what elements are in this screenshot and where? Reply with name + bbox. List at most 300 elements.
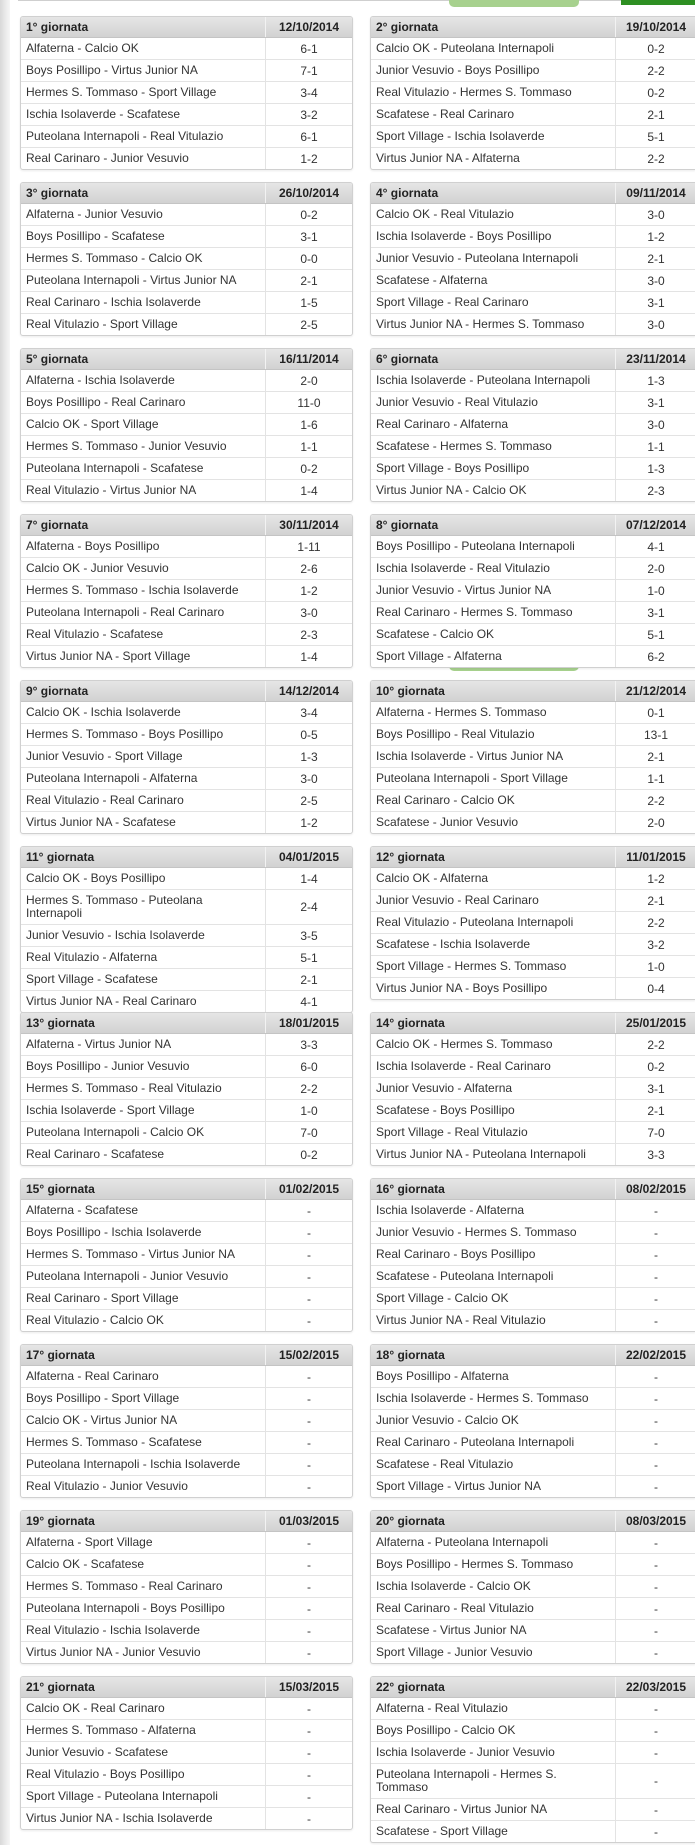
match-teams: Real Vitulazio - Boys Posillipo [26,1767,185,1781]
match-row [21,947,352,969]
match-result: - [615,1821,695,1842]
round-table [20,514,353,668]
match-teams: Junior Vesuvio - Puteolana Internapoli [376,251,579,265]
round-table [370,182,695,336]
match-result: 1-3 [265,746,352,767]
match-row [371,126,695,148]
match-result: 11-0 [265,392,352,413]
match-row [371,536,695,558]
match-result: 6-1 [265,38,352,59]
match-row [371,1078,695,1100]
match-result: - [265,1310,352,1331]
match-row [21,1642,352,1663]
match-result: 2-1 [615,1100,695,1121]
match-row [21,270,352,292]
match-row [371,1388,695,1410]
round-header [21,1511,352,1532]
match-row [21,1432,352,1454]
match-teams: Hermes S. Tommaso - Junior Vesuvio [26,439,227,453]
match-teams: Calcio OK - Hermes S. Tommaso [376,1037,553,1051]
round-header [21,183,352,204]
match-teams: Virtus Junior NA - Hermes S. Tommaso [376,317,585,331]
match-row [371,314,695,335]
match-teams: Puteolana Internapoli - Virtus Junior NA [26,273,237,287]
match-result: 0-1 [615,702,695,723]
match-row [21,104,352,126]
round-table [20,1344,353,1498]
match-teams: Junior Vesuvio - Scafatese [26,1745,169,1759]
match-result: - [265,1222,352,1243]
match-result: 1-4 [265,646,352,667]
match-row [371,912,695,934]
match-result: 3-1 [615,392,695,413]
round-header [21,515,352,536]
match-row [371,746,695,768]
match-teams: Hermes S. Tommaso - Alfaterna [26,1723,196,1737]
match-result: - [615,1698,695,1719]
match-row [21,1720,352,1742]
match-teams: Sport Village - Virtus Junior NA [376,1479,541,1493]
round-header [371,1013,695,1034]
round-header [371,1179,695,1200]
match-result: 3-1 [265,226,352,247]
match-teams: Boys Posillipo - Alfaterna [376,1369,509,1383]
match-teams: Boys Posillipo - Hermes S. Tommaso [376,1557,574,1571]
round-name: 17° giornata [26,1348,95,1362]
match-teams: Scafatese - Ischia Isolaverde [376,937,531,951]
match-row [21,790,352,812]
match-result: - [265,1432,352,1453]
match-result: 1-6 [265,414,352,435]
match-row [21,1532,352,1554]
match-row [21,969,352,991]
match-result: 3-0 [265,602,352,623]
round-name: 21° giornata [26,1680,95,1694]
match-row [371,148,695,169]
match-row [371,1122,695,1144]
round-table [20,1178,353,1332]
match-result: 3-4 [265,82,352,103]
match-teams: Calcio OK - Alfaterna [376,871,489,885]
match-row [21,126,352,148]
match-result: 1-0 [615,956,695,977]
match-row [21,1222,352,1244]
match-row [21,1200,352,1222]
match-result: 1-1 [615,768,695,789]
round-name: 1° giornata [26,20,89,34]
match-teams: Ischia Isolaverde - Real Carinaro [376,1059,551,1073]
round-header [371,349,695,370]
round-name: 10° giornata [376,684,445,698]
match-row [21,370,352,392]
match-row [21,1266,352,1288]
match-row [371,392,695,414]
round-name: 3° giornata [26,186,89,200]
round-name: 5° giornata [26,352,89,366]
match-teams: Hermes S. Tommaso - Real Vitulazio [26,1081,222,1095]
match-row [21,1366,352,1388]
match-teams: Scafatese - Junior Vesuvio [376,815,519,829]
match-teams: Real Vitulazio - Junior Vesuvio [26,1479,188,1493]
round-date: 19/10/2014 [615,17,695,37]
match-row [21,1476,352,1497]
match-row [21,1742,352,1764]
match-row [371,1532,695,1554]
match-result: - [615,1410,695,1431]
match-row [371,978,695,999]
match-result: - [615,1620,695,1641]
match-row [371,436,695,458]
match-result: - [615,1432,695,1453]
match-teams: Scafatese - Puteolana Internapoli [376,1269,554,1283]
match-teams: Scafatese - Calcio OK [376,627,495,641]
match-teams: Alfaterna - Sport Village [26,1535,153,1549]
round-header [21,1677,352,1698]
round-date: 01/03/2015 [265,1511,352,1531]
match-teams: Calcio OK - Sport Village [26,417,159,431]
match-teams: Hermes S. Tommaso - Sport Village [26,85,217,99]
match-result: - [265,1620,352,1641]
match-row [21,1620,352,1642]
round-table [370,1510,695,1664]
match-row [371,1266,695,1288]
round-date: 26/10/2014 [265,183,352,203]
round-table [370,1344,695,1498]
match-teams: Real Carinaro - Boys Posillipo [376,1247,536,1261]
match-result: 0-0 [265,248,352,269]
match-result: 0-2 [265,204,352,225]
match-row [21,646,352,667]
match-teams: Sport Village - Scafatese [26,972,158,986]
round-table [20,1676,353,1830]
match-teams: Calcio OK - Puteolana Internapoli [376,41,555,55]
match-result: - [265,1808,352,1829]
match-row [371,38,695,60]
match-row [371,204,695,226]
match-row [371,790,695,812]
match-result: - [265,1598,352,1619]
match-row [21,1144,352,1165]
match-row [371,1476,695,1497]
match-result: 2-1 [615,890,695,911]
match-row [371,1821,695,1842]
match-row [21,414,352,436]
round-date: 22/02/2015 [615,1345,695,1365]
match-result: 2-0 [615,812,695,833]
match-result: - [265,1742,352,1763]
round-table [370,1178,695,1332]
round-header [21,349,352,370]
match-teams: Real Vitulazio - Calcio OK [26,1313,164,1327]
match-teams: Junior Vesuvio - Alfaterna [376,1081,513,1095]
match-result: 0-4 [615,978,695,999]
match-result: 1-0 [615,580,695,601]
match-result: 0-5 [265,724,352,745]
match-row [21,1808,352,1829]
match-teams: Sport Village - Ischia Isolaverde [376,129,545,143]
match-teams: Sport Village - Real Vitulazio [376,1125,528,1139]
match-row [21,624,352,646]
match-result: - [615,1244,695,1265]
match-teams: Alfaterna - Ischia Isolaverde [26,373,175,387]
round-date: 04/01/2015 [265,847,352,867]
round-header [21,1345,352,1366]
match-row [371,1620,695,1642]
round-name: 4° giornata [376,186,439,200]
match-result: 1-11 [265,536,352,557]
match-teams: Puteolana Internapoli - Boys Posillipo [26,1601,225,1615]
match-row [371,580,695,602]
match-row [21,1554,352,1576]
match-result: 7-0 [615,1122,695,1143]
match-result: - [265,1786,352,1807]
match-teams: Real Vitulazio - Hermes S. Tommaso [376,85,572,99]
round-date: 14/12/2014 [265,681,352,701]
match-result: 3-3 [265,1034,352,1055]
match-row [21,1078,352,1100]
match-row [21,480,352,501]
match-row [21,1410,352,1432]
match-teams: Ischia Isolaverde - Sport Village [26,1103,195,1117]
match-result: 3-2 [615,934,695,955]
round-name: 9° giornata [26,684,89,698]
match-teams: Virtus Junior NA - Real Vitulazio [376,1313,546,1327]
match-teams: Real Vitulazio - Real Carinaro [26,793,184,807]
round-header [21,1013,352,1034]
match-result: 3-1 [615,602,695,623]
match-row [21,1764,352,1786]
round-name: 6° giornata [376,352,439,366]
match-result: 1-3 [615,370,695,391]
match-row [371,768,695,790]
match-row [371,868,695,890]
round-header [371,1677,695,1698]
match-result: 2-5 [265,790,352,811]
round-name: 12° giornata [376,850,445,864]
match-row [21,292,352,314]
round-header [371,847,695,868]
match-result: 3-1 [615,1078,695,1099]
match-result: 5-1 [265,947,352,968]
round-header [371,681,695,702]
match-row [21,536,352,558]
match-teams: Alfaterna - Real Vitulazio [376,1701,508,1715]
match-teams: Puteolana Internapoli - Alfaterna [26,771,198,785]
match-result: - [615,1266,695,1287]
match-result: 3-4 [265,702,352,723]
match-result: 7-0 [265,1122,352,1143]
match-row [371,1432,695,1454]
match-teams: Calcio OK - Boys Posillipo [26,871,166,885]
match-result: - [615,1720,695,1741]
round-date: 16/11/2014 [265,349,352,369]
match-result: 3-3 [615,1144,695,1165]
match-teams: Real Carinaro - Real Vitulazio [376,1601,534,1615]
match-teams: Alfaterna - Real Carinaro [26,1369,159,1383]
match-teams: Sport Village - Junior Vesuvio [376,1645,533,1659]
round-date: 12/10/2014 [265,17,352,37]
match-teams: Boys Posillipo - Ischia Isolaverde [26,1225,202,1239]
match-teams: Ischia Isolaverde - Scafatese [26,107,181,121]
match-teams: Scafatese - Hermes S. Tommaso [376,439,552,453]
match-result: 0-2 [615,1056,695,1077]
match-teams: Ischia Isolaverde - Junior Vesuvio [376,1745,555,1759]
match-result: 3-0 [615,204,695,225]
match-teams: Real Carinaro - Calcio OK [376,793,515,807]
round-header [21,1179,352,1200]
match-result: 2-0 [615,558,695,579]
match-teams: Puteolana Internapoli - Scafatese [26,461,204,475]
round-table [20,182,353,336]
match-result: 7-1 [265,60,352,81]
round-table [370,16,695,170]
match-row [21,580,352,602]
round-name: 16° giornata [376,1182,445,1196]
match-row [21,768,352,790]
round-table [20,680,353,834]
match-result: 2-2 [615,60,695,81]
match-teams: Junior Vesuvio - Boys Posillipo [376,63,540,77]
match-row [371,480,695,501]
match-teams: Alfaterna - Hermes S. Tommaso [376,705,547,719]
match-teams: Virtus Junior NA - Scafatese [26,815,176,829]
match-teams: Hermes S. Tommaso - Ischia Isolaverde [26,583,239,597]
round-table [370,514,695,668]
match-row [371,1454,695,1476]
round-table [20,1012,353,1166]
match-teams: Puteolana Internapoli - Junior Vesuvio [26,1269,229,1283]
match-teams: Real Carinaro - Scafatese [26,1147,165,1161]
match-result: 3-0 [615,314,695,335]
match-teams: Virtus Junior NA - Boys Posillipo [376,981,548,995]
match-row [21,1698,352,1720]
match-teams: Sport Village - Calcio OK [376,1291,509,1305]
match-teams: Alfaterna - Calcio OK [26,41,139,55]
match-row [371,1799,695,1821]
match-row [371,1576,695,1598]
match-teams: Sport Village - Puteolana Internapoli [26,1789,218,1803]
match-teams: Scafatese - Real Carinaro [376,107,515,121]
match-row [371,1200,695,1222]
match-result: - [265,1642,352,1663]
match-row [371,602,695,624]
match-result: 1-2 [265,580,352,601]
match-teams: Hermes S. Tommaso - Puteolana Internapoli [26,893,203,920]
round-name: 18° giornata [376,1348,445,1362]
match-row [21,1288,352,1310]
match-teams: Junior Vesuvio - Hermes S. Tommaso [376,1225,577,1239]
match-row [21,38,352,60]
match-row [371,226,695,248]
match-teams: Real Vitulazio - Virtus Junior NA [26,483,197,497]
match-row [371,370,695,392]
match-result: - [265,1366,352,1387]
match-result: - [265,1698,352,1719]
match-result: 2-1 [265,969,352,990]
match-teams: Scafatese - Sport Village [376,1824,508,1838]
round-table [370,846,695,1000]
round-name: 22° giornata [376,1680,445,1694]
match-result: - [265,1266,352,1287]
match-teams: Hermes S. Tommaso - Calcio OK [26,251,203,265]
match-result: - [615,1310,695,1331]
match-result: 2-1 [265,270,352,291]
round-date: 11/01/2015 [615,847,695,867]
match-row [371,724,695,746]
match-row [371,646,695,667]
match-teams: Hermes S. Tommaso - Virtus Junior NA [26,1247,235,1261]
match-teams: Virtus Junior NA - Puteolana Internapoli [376,1147,586,1161]
match-row [371,890,695,912]
match-teams: Virtus Junior NA - Junior Vesuvio [26,1645,201,1659]
match-row [371,1598,695,1620]
match-result: 13-1 [615,724,695,745]
match-result: 1-5 [265,292,352,313]
match-result: 1-3 [615,458,695,479]
match-row [371,812,695,833]
match-result: - [265,1720,352,1741]
match-result: - [265,1476,352,1497]
match-result: 1-2 [265,148,352,169]
match-teams: Junior Vesuvio - Sport Village [26,749,183,763]
match-teams: Ischia Isolaverde - Boys Posillipo [376,229,552,243]
match-teams: Junior Vesuvio - Real Carinaro [376,893,539,907]
match-row [371,414,695,436]
match-teams: Scafatese - Real Vitulazio [376,1457,514,1471]
match-row [21,1034,352,1056]
match-result: 3-5 [265,925,352,946]
match-teams: Hermes S. Tommaso - Scafatese [26,1435,202,1449]
match-row [21,991,352,1012]
match-teams: Calcio OK - Real Vitulazio [376,207,514,221]
match-teams: Real Carinaro - Alfaterna [376,417,509,431]
match-teams: Virtus Junior NA - Ischia Isolaverde [26,1811,213,1825]
match-row [21,1244,352,1266]
match-teams: Boys Posillipo - Scafatese [26,229,165,243]
match-row [21,1310,352,1331]
match-result: - [615,1799,695,1820]
round-date: 15/02/2015 [265,1345,352,1365]
match-teams: Real Vitulazio - Ischia Isolaverde [26,1623,200,1637]
match-teams: Ischia Isolaverde - Alfaterna [376,1203,525,1217]
match-row [371,1366,695,1388]
match-teams: Calcio OK - Junior Vesuvio [26,561,169,575]
match-result: 0-2 [615,82,695,103]
match-teams: Alfaterna - Puteolana Internapoli [376,1535,549,1549]
match-teams: Sport Village - Boys Posillipo [376,461,530,475]
match-result: - [265,1532,352,1553]
match-result: - [615,1454,695,1475]
match-teams: Scafatese - Alfaterna [376,273,488,287]
match-teams: Boys Posillipo - Sport Village [26,1391,180,1405]
round-name: 7° giornata [26,518,89,532]
round-header [371,1345,695,1366]
match-result: - [615,1742,695,1763]
match-row [21,1576,352,1598]
round-name: 20° giornata [376,1514,445,1528]
match-result: - [265,1764,352,1785]
match-row [21,1100,352,1122]
match-teams: Scafatese - Virtus Junior NA [376,1623,527,1637]
round-date: 09/11/2014 [615,183,695,203]
match-result: 2-3 [615,480,695,501]
match-row [371,60,695,82]
match-row [371,458,695,480]
match-row [21,868,352,890]
match-result: 2-1 [615,746,695,767]
match-result: 4-1 [265,991,352,1012]
match-result: 4-1 [615,536,695,557]
